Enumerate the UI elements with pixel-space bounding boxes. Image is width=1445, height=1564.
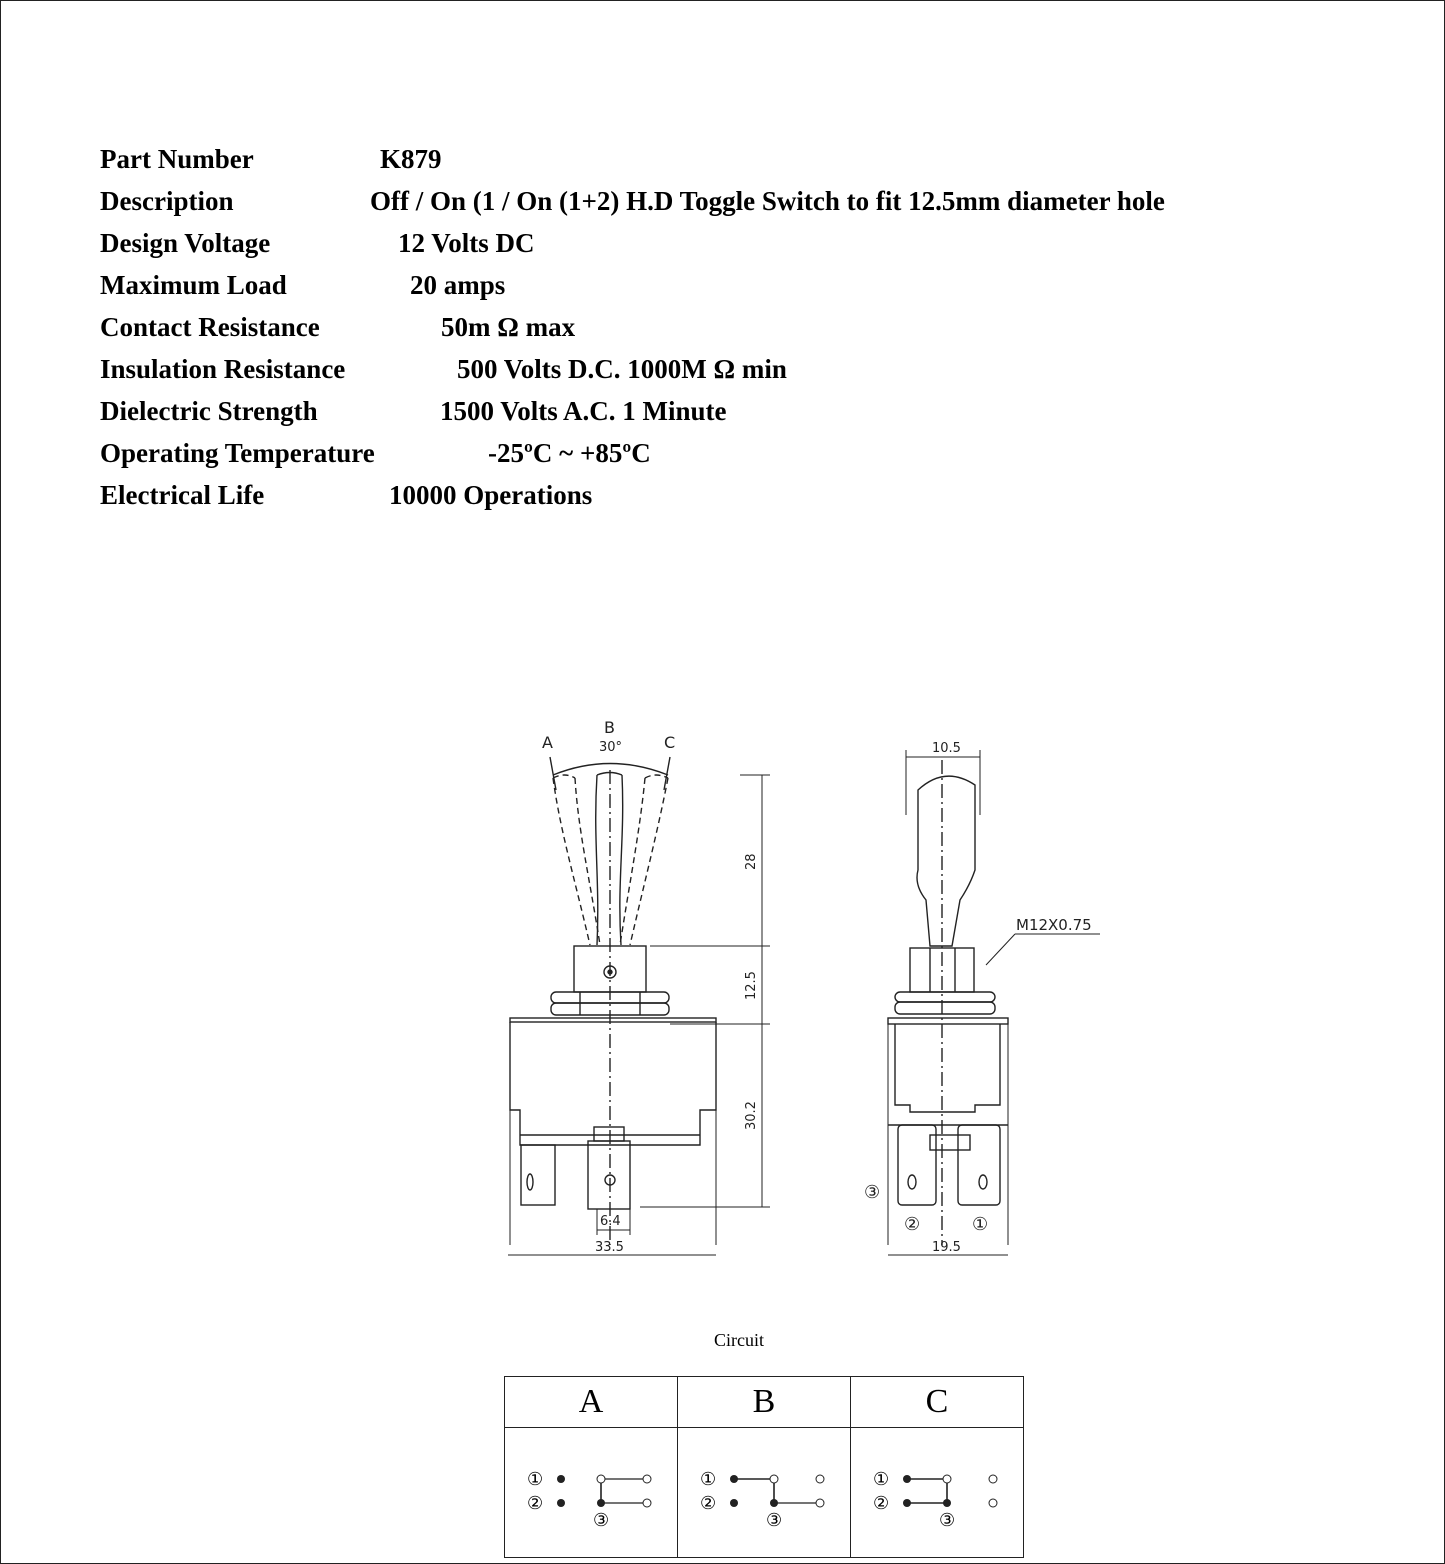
svg-text:②: ② [700, 1493, 717, 1514]
angle-label: 30° [599, 740, 623, 755]
design-voltage-value: 12 Volts DC [398, 228, 535, 258]
pos-c-label: C [664, 733, 676, 752]
pos-a-label: A [542, 733, 553, 752]
svg-text:③: ③ [939, 1510, 956, 1531]
svg-text:③: ③ [766, 1510, 783, 1531]
dielectric-strength-value: 1500 Volts A.C. 1 Minute [440, 396, 727, 426]
part-number-value: K879 [380, 144, 442, 174]
svg-text:②: ② [873, 1493, 890, 1514]
circuit-head-c: C [851, 1377, 1024, 1428]
dim-lever: 28 [744, 853, 759, 870]
dim-bushing: 12.5 [744, 971, 759, 1000]
circuit-diagram-b [678, 1428, 851, 1558]
thread-label: M12X0.75 [1016, 916, 1092, 934]
dim-side-top: 10.5 [932, 741, 961, 756]
dim-side-width: 19.5 [932, 1240, 961, 1255]
terminal-1-mark: ① [972, 1214, 989, 1235]
svg-text:①: ① [873, 1469, 890, 1490]
circuit-title: Circuit [714, 1330, 764, 1350]
terminal-2-mark: ② [904, 1214, 921, 1235]
operating-temperature-value: -25ºC ~ +85ºC [488, 438, 651, 468]
description-value: Off / On (1 / On (1+2) H.D Toggle Switch to fit 12.5mm diameter hole [370, 186, 1165, 216]
circuit-diagram-a [505, 1428, 678, 1558]
side-view [888, 750, 1100, 1255]
circuit-diagram-c [851, 1428, 1024, 1558]
svg-text:①: ① [527, 1469, 544, 1490]
front-view [508, 757, 770, 1255]
svg-text:③: ③ [593, 1510, 610, 1531]
contact-resistance-value: 50m Ω max [441, 312, 576, 342]
dim-terminal: 6.4 [600, 1214, 621, 1229]
insulation-resistance-value: 500 Volts D.C. 1000M Ω min [457, 354, 787, 384]
terminal-3-mark: ③ [864, 1182, 881, 1203]
circuit-table [504, 1376, 1024, 1558]
svg-text:②: ② [527, 1493, 544, 1514]
circuit-head-b: B [678, 1377, 851, 1428]
svg-text:①: ① [700, 1469, 717, 1490]
pos-b-label: B [604, 718, 615, 737]
circuit-head-a: A [505, 1377, 678, 1428]
dim-front-width: 33.5 [595, 1240, 624, 1255]
maximum-load-value: 20 amps [410, 270, 506, 300]
electrical-life-value: 10000 Operations [389, 480, 593, 510]
dim-body: 30.2 [744, 1101, 759, 1130]
